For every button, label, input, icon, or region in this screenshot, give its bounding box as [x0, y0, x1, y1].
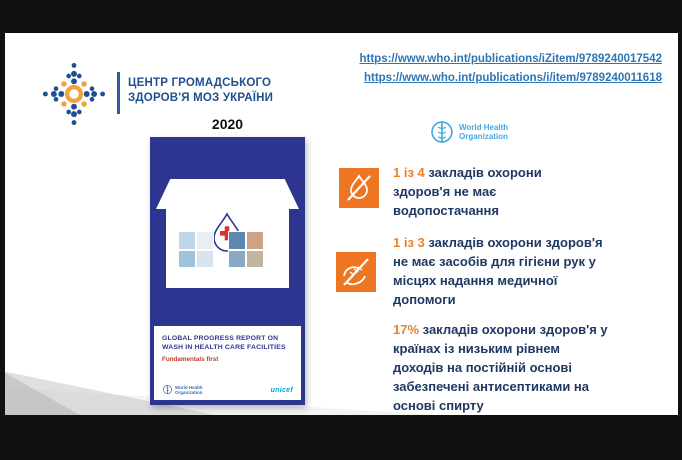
who-logo — [429, 119, 508, 145]
who-logo-line1: World Health — [459, 123, 509, 132]
photo-pane — [247, 232, 263, 249]
no-water-icon — [339, 168, 379, 208]
who-publication-link-1[interactable]: https://www.who.int/publications/iZitem/9789240017542 — [359, 53, 662, 65]
photo-pane — [179, 232, 195, 249]
who-publication-link-2[interactable]: https://www.who.int/publications/i/item/9789240011618 — [363, 72, 662, 84]
fact-body-3: закладів охорони здоров'я у країнах із низьким рівнем доходів на постійній основі забезпечені антисептиками на основі спирту — [393, 322, 608, 413]
fact-body-2: закладів охорони здоров'я не має засобів для гігієни рук у місцях надання медичної допомоги — [393, 235, 603, 307]
cover-unicef-logo: unicef — [270, 387, 293, 394]
cover-photo-window-baby — [228, 231, 264, 268]
org-name — [128, 76, 273, 106]
fact-text-1 — [393, 163, 581, 220]
photo-pane — [179, 251, 195, 268]
photo-pane — [229, 232, 245, 249]
cover-house-roof — [156, 179, 299, 209]
photo-pane — [197, 251, 213, 268]
cover-who-logo — [162, 384, 203, 395]
report-cover — [150, 137, 305, 405]
fact-body-1: закладів охорони здоров'я не має водопостачання — [393, 165, 542, 218]
cover-title-block — [154, 326, 301, 400]
cover-who-text-line1: World Health — [175, 384, 203, 390]
cover-photo-window-handwashing — [178, 231, 214, 268]
cover-who-text-line2: Organization — [175, 389, 203, 395]
no-handwashing-icon — [336, 252, 376, 292]
cover-title-line2: WASH IN HEALTH CARE FACILITIES — [162, 343, 286, 351]
photo-pane — [197, 232, 213, 249]
photo-pane — [247, 251, 263, 268]
publication-links — [360, 50, 663, 88]
org-name-line1: ЦЕНТР ГРОМАДСЬКОГО — [128, 77, 272, 89]
fact-highlight-1: 1 із 4 — [393, 165, 425, 180]
fact-highlight-2: 1 із 3 — [393, 235, 425, 250]
who-logo-line2: Organization — [459, 132, 508, 141]
cover-subtitle: Fundamentals first — [162, 356, 219, 363]
fact-highlight-3: 17% — [393, 322, 420, 337]
photo-pane — [229, 251, 245, 268]
logo-divider — [117, 72, 120, 114]
who-emblem-icon — [429, 119, 455, 145]
fact-text-3 — [393, 320, 611, 415]
who-emblem-icon — [162, 384, 173, 395]
public-health-center-logo-icon — [38, 58, 110, 130]
presentation-slide — [5, 33, 678, 415]
report-year-label: 2020 — [211, 116, 244, 132]
cover-title-line1: GLOBAL PROGRESS REPORT ON — [162, 335, 279, 342]
org-name-line2: ЗДОРОВ'Я МОЗ УКРАЇНИ — [128, 92, 274, 104]
fact-text-2 — [393, 233, 611, 309]
